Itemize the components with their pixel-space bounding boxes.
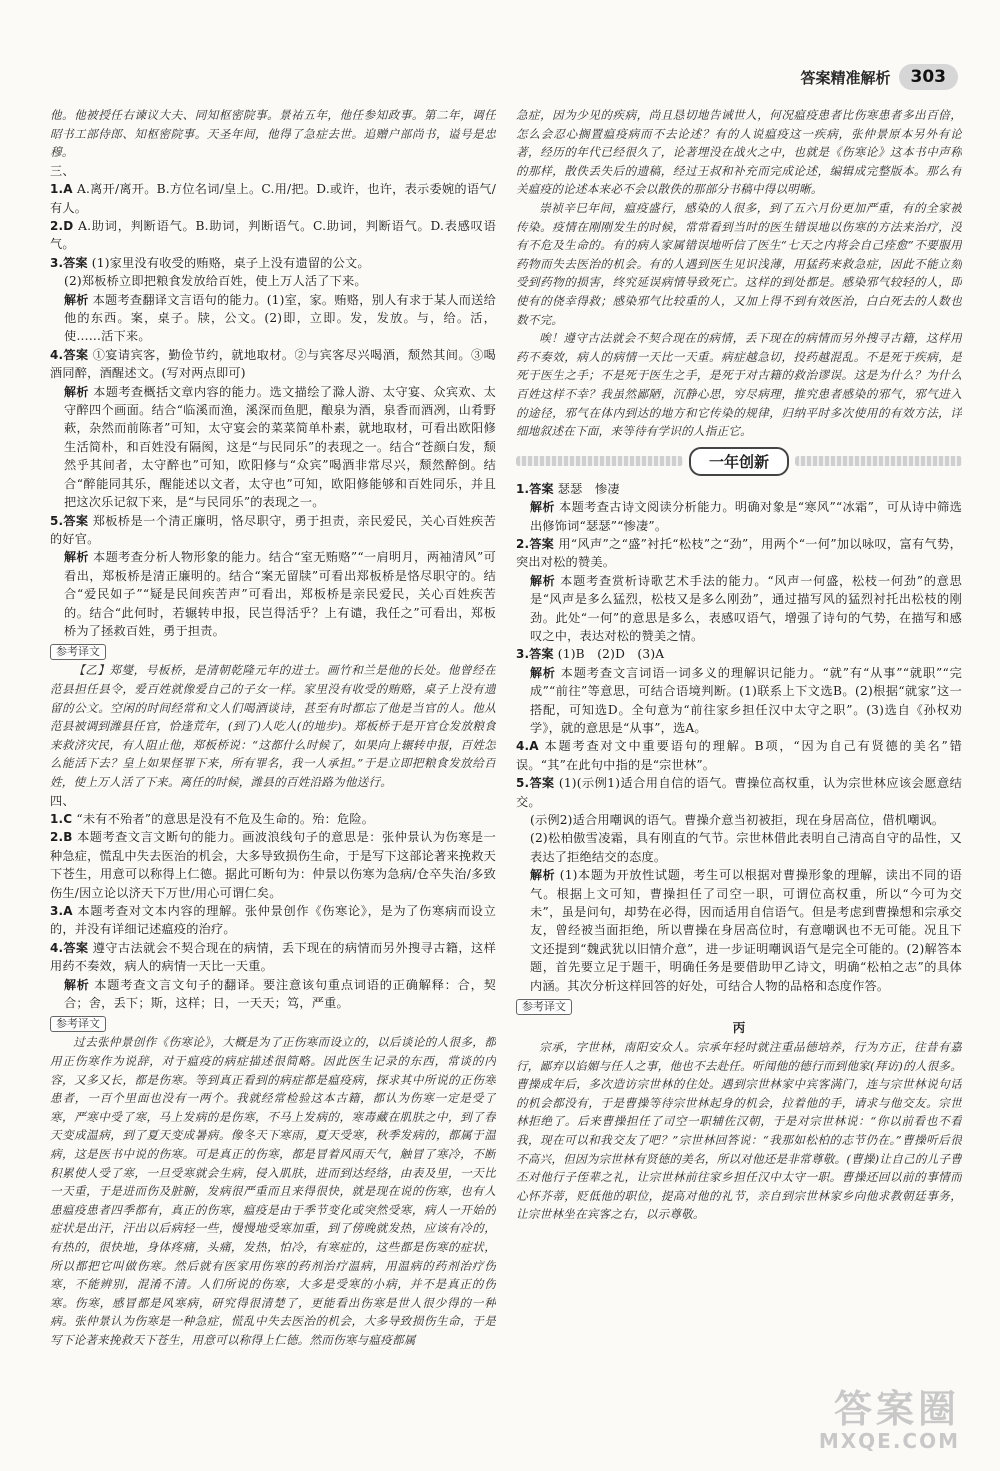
answer-paragraph xyxy=(516,737,962,774)
reference-translation-tag: 参考译文 xyxy=(50,1016,106,1032)
answer-paragraph xyxy=(50,939,496,976)
answer-label: 4.答案 xyxy=(50,347,89,362)
answer-label: 4.答案 xyxy=(50,940,89,955)
paragraph-text: ①宴请宾客，勤俭节约，就地取材。②与宾客尽兴喝酒，颓然其间。③喝酒同醉，酒醒述文。(写对两点即可) xyxy=(50,347,496,381)
answer-paragraph xyxy=(516,535,962,572)
answer-paragraph xyxy=(50,548,496,640)
paragraph-text: 本题考查赏析诗歌艺术手法的能力。“风声一何盛，松枝一何劲”的意思是“风声是多么猛烈，松枝又是多么刚劲”，通过描写风的猛烈衬托出松枝的刚劲。此处“一何”的意思是多么，表感叹语气，增强了诗句的气势，在描写和感叹之中，表达对松的赞美之情。 xyxy=(530,573,962,643)
tag-row xyxy=(50,1012,496,1033)
paragraph-text: 四、 xyxy=(50,793,75,808)
text-paragraph xyxy=(516,199,962,329)
left-column xyxy=(50,106,496,1451)
answer-paragraph xyxy=(516,498,962,535)
text-paragraph xyxy=(50,272,496,290)
answer-paragraph xyxy=(50,180,496,217)
paragraph-text: 过去张仲景创作《伤寒论》，大概是为了正伤寒而设立的，以后谈论的人很多，都用正伤寒作为说辞，对于瘟疫的病症描述很简略。因此医生记录的东西，常谈的内容，又多又长，都是伤寒。等到真正看到的病症都是瘟疫病，探求其中所说的正伤寒患者，一百个里面也没有一两个。我就经常检验这本古籍，都认为伤寒一定是受了寒，严寒中受了寒，马上发病的是伤寒，不马上发病的，寒毒藏在肌肤之中，到了春天变成温病，到了夏天变成暑病。像冬天下寒雨，夏天受寒，秋季发病的，都属于温病，这是医书中说的伤寒。可是真正的伤寒，都是冒着风雨天气，触冒了寒冷，不断积累使人受了寒，一旦受寒就会生病，侵入肌肤，进而到达经络，由表及里，一天比一天重，于是进而伤及脏腑，发病很严重而且来得很快，就是现在说的伤寒，也有人患瘟疫患者四季都有，真正的伤寒，瘟疫是由于季节变化或突然受寒，病人一开始的症状是出汗，汗出以后病轻一些，慢慢地受寒加重，到了傍晚就发热，应该有冷的，有热的，很快地，身体疼痛，头痛，发热，怕冷，有寒症的，这些都是伤寒的症状，所以都把它叫做伤寒。然后就有医家用伤寒的药剂治疗温病，用温病的药剂治疗伤寒，不能辨别，混淆不清。人们所说的伤寒，大多是受寒的小病，并不是真正的伤寒。伤寒，感冒都是风寒病，研究得很清楚了，更能看出伤寒是世人很少得的一种病。张仲景认为伤寒是一种急症，慌乱中失去医治的机会，大多导致损伤生命，于是写下论著来挽救天下苍生，用意可以称得上仁德。然而伤寒与瘟疫都属 xyxy=(50,1035,496,1347)
text-paragraph xyxy=(50,1033,496,1349)
answer-paragraph xyxy=(50,383,496,512)
answer-paragraph xyxy=(50,810,496,828)
paragraph-text: (1)本题为开放性试题，考生可以根据对曹操形象的理解，读出不同的语气。根据上文可知，曹操担任了司空一职，可谓位高权重，所以“今可为交未”，虽是问句，却势在必得，因而适用自信语气。但是考虑到曹操想和宗承交友，曾经被当面拒绝，所以曹操在身居高位时，有意嘲讽也不无可能。况且下文还提到“魏武犹以旧情介意”，进一步证明嘲讽语气是完全可能的。(2)解答本题，首先要立足于题干，明确任务是要借助甲乙诗文，明确“松柏之志”的具体内涵。其次分析这样回答的好处，可结合人物的品格和态度作答。 xyxy=(530,868,962,993)
text-paragraph xyxy=(516,1038,962,1224)
paragraph-text: 本题考查文言文断句的能力。画波浪线句子的意思是：张仲景认为伤寒是一种急症，慌乱中失去医治的机会，大多导致损伤生命，于是写下这部论著来挽救天下苍生，用意可以称得上仁德。据此可断句为：仲景以伤寒为急病/仓卒失治/多致伤生/因立论以济天下万世/用心可谓仁矣。 xyxy=(50,830,496,900)
paragraph-text: (2)郑板桥立即把粮食发放给百姓，使上万人活了下来。 xyxy=(64,274,367,289)
paragraph-text: 用“风声”之“盛”衬托“松枝”之“劲”，用两个“一何”加以咏叹，富有气势，突出对松的赞美。 xyxy=(516,536,962,570)
paragraph-text: 郑板桥是一个清正廉明，恪尽职守，勇于担责，亲民爱民，关心百姓疾苦的好官。 xyxy=(50,513,496,546)
banner-bar-right xyxy=(795,456,962,466)
answer-paragraph xyxy=(50,217,496,254)
tag-row xyxy=(50,640,496,661)
paragraph-text: 本题考查对文中重要语句的理解。B项，“因为自己有贤德的美名”错误。“其”在此句中指的是“宗世林”。 xyxy=(516,739,962,772)
paragraph-text: 瑟瑟 惨凄 xyxy=(557,481,620,496)
answer-paragraph xyxy=(50,976,496,1013)
answer-paragraph xyxy=(516,480,962,498)
text-paragraph xyxy=(516,829,962,866)
paragraph-text: 唉！遵守古法就会不契合现在的病情，丢下现在的病情而另外搜寻古籍，这样用药不奏效，病人的病情一天比一天重。病症越急切，投药越混乱。不是死于疾病，是死于医生之手；不是死于医生之手，是死于对古籍的救治谬误。这是为什么？为什么百姓这样不幸？我虽然鄙陋，沉静心思，穷尽病理，推究患者感染的邪气，邪气进入的途径，邪气在体内到达的地方和它传染的规律，归纳平时多次使用的有效方法，详细地叙述在下面，来等待有学识的人指正它。 xyxy=(516,331,962,439)
text-paragraph xyxy=(516,329,962,441)
answer-label: 1.答案 xyxy=(516,481,554,496)
answer-paragraph xyxy=(50,254,496,272)
paragraph-text: 他。他被授任右谏议大夫、同知枢密院事。景祐五年，他任参知政事。第二年，调任昭书工部侍郎、知枢密院事。天圣年间，他得了急症去世。追赠户部尚书，谥号是忠穆。 xyxy=(50,108,496,160)
paragraph-text: 本题考查翻译文言语句的能力。(1)室，家。贿赂，别人有求于某人而送给他的东西。案，桌子。牍，公文。(2)即，立即。发，发放。与，给。活，使……活下来。 xyxy=(64,292,496,344)
text-paragraph xyxy=(516,106,962,199)
watermark-text: 答案圈 xyxy=(833,1387,960,1431)
banner-bar-left xyxy=(516,456,683,466)
page-number: 303 xyxy=(899,64,959,90)
paragraph-text: (1)家里没有收受的贿赂，桌子上没有遗留的公文。 xyxy=(91,255,370,270)
answer-label: 1.C xyxy=(50,811,73,826)
text-paragraph xyxy=(50,162,496,180)
banner-title: 一年创新 xyxy=(689,447,789,476)
answer-label: 5.答案 xyxy=(516,776,555,791)
text-paragraph xyxy=(516,811,962,829)
answer-label: 2.答案 xyxy=(516,536,555,551)
answer-label: 2.B xyxy=(50,830,73,845)
answer-label: 解析 xyxy=(530,665,556,680)
answer-label: 1.A xyxy=(50,182,73,197)
answer-paragraph xyxy=(50,291,496,346)
answer-label: 5.答案 xyxy=(50,513,89,528)
paragraph-text: 本题考查文言文句子的翻译。要注意该句重点词语的正确解释：合，契合；舍，丢下；斯，这样；日，一天天；笃，严重。 xyxy=(64,977,496,1010)
paragraph-text: 本题考查概括文章内容的能力。选文描绘了滁人游、太守宴、众宾欢、太守醉四个画面。结合“临溪而渔，溪深而鱼肥，酿泉为酒，泉香而酒冽，山肴野蔌，杂然而前陈者”可知，太守宴会的菜菜简单朴素，就地取材，可看出欧阳修生活简朴，和百姓没有隔阂，这是“与民同乐”的表现之一。结合“苍颜白发，颓然乎其间者，太守醉也”可知，欧阳修与“众宾”喝酒非常尽兴，颓然醉倒。结合“醉能同其乐，醒能述以文者，太守也”可知，欧阳修能够和百姓同乐，并且把这次乐记叙下来，是“与民同乐”的表现之一。 xyxy=(64,384,496,510)
answer-paragraph xyxy=(516,645,962,663)
text-paragraph xyxy=(50,792,496,810)
paragraph-text: A.助词，判断语气。B.助词，判断语气。C.助词，判断语气。D.表感叹语气。 xyxy=(50,219,496,252)
answer-label: 解析 xyxy=(530,868,556,883)
answer-label: 解析 xyxy=(530,573,556,588)
right-bottom-section xyxy=(516,480,962,1224)
paragraph-text: 宗承，字世林，南阳安众人。宗承年轻时就注重品德培养，行为方正，往昔有嘉行，鄙弃以谄媚与任人之事，他也不去赴任。听闻他的德行而到他家(拜访)的人很多。曹操成年后，多次造访宗世林的住处。遇到宗世林家中宾客满门，连与宗世林说句话的机会都没有，于是曹操等待宗世林起身的机会，拉着他的手，请求与他交友。宗世林拒绝了。后来曹操担任了司空一职辅佐汉朝，于是对宗世林说：“你以前看也不看我，现在可以和我交友了吧？”宗世林回答说：“我那如松柏的志节仍在。”曹操听后很不高兴，但因为宗世林有贤德的美名，所以对他还是非常尊敬。(曹操)让自己的儿子曹丕对他行子侄辈之礼，让宗世林前往家乡担任汉中太守一职。曹操还回以前的事情而心怀芥蒂，贬低他的职位，提高对他的礼节，亲自到宗世林家乡向他求教朝廷事务，让宗世林坐在宾客之右，以示尊敬。 xyxy=(516,1040,962,1222)
answer-label: 3.答案 xyxy=(50,255,88,270)
tag-row xyxy=(516,995,962,1016)
paragraph-text: 崇祯辛巳年间，瘟疫盛行，感染的人很多，到了五六月份更加严重，有的全家被传染。疫情在刚刚发生的时候，常常看到当时的医生错误地以伤寒的方法来治疗，没有不危及生命的。有的病人家属错误地听信了医生“七天之内将会自己痊愈”不要服用药物而失去医治的机会。有的人遇到医生见识浅薄，用猛药来救急症，因此不能立刻受到药物的损害，终究延误病情导致死亡。这样的到处都是。感染邪气较轻的人，即使有的侥幸得救；感染邪气比较重的人，又加上得不到有效医治，白白死去的人数也数不完。 xyxy=(516,200,962,327)
answer-paragraph xyxy=(50,828,496,902)
text-paragraph xyxy=(50,106,496,162)
answer-label: 解析 xyxy=(64,384,89,399)
paragraph-text: 急症，因为少见的疾病，尚且恳切地告诫世人，何况瘟疫患者比伤寒患者多出百倍，怎么会忍心搁置瘟疫病而不去论述？有的人说瘟疫这一疾病，张仲景原本另外有论著，经历的年代已经很久了，论著埋没在战火之中，也就是《伤寒论》这本书中声称的那样，散佚丢失后的遗稿，经过王叔和补充而完成论述，编辑成完整版本。那么有关瘟疫的论述本来必不会以散佚的那部分书稿中得以明晰。 xyxy=(516,108,962,197)
answer-paragraph xyxy=(516,866,962,995)
answer-label: 解析 xyxy=(64,550,89,565)
header-title: 答案精准解析 xyxy=(800,68,891,87)
right-top-section xyxy=(516,106,962,441)
paragraph-text: 遵守古法就会不契合现在的病情，丢下现在的病情而另外搜寻古籍，这样用药不奏效，病人的病情一天比一天重。 xyxy=(50,940,496,974)
passage-heading: 丙 xyxy=(732,1020,746,1036)
paragraph-text: “未有不殆者”的意思是没有不危及生命的。殆：危险。 xyxy=(76,811,375,826)
watermark-logo xyxy=(819,1389,960,1453)
answer-label: 2.D xyxy=(50,219,74,233)
answer-paragraph xyxy=(516,572,962,646)
right-column xyxy=(516,106,962,1451)
answer-paragraph xyxy=(50,902,496,939)
paragraph-text: 本题考查文言词语一词多义的理解识记能力。“就”有“从事”“就职”“完成”“前往”等意思，可结合语境判断。(1)联系上下文选B。(2)根据“就家”这一搭配，可知选D。全句意为“前往家乡担任汉中太守之职”。(3)选自《孙权劝学》，就的意思是“从事”，选A。 xyxy=(530,665,962,735)
paragraph-text: (1)B (2)D (3)A xyxy=(557,647,665,662)
text-paragraph xyxy=(50,661,496,791)
answer-paragraph xyxy=(516,664,962,738)
paragraph-text: (示例2)适合用嘲讽的语气。曹操介意当初被拒，现在身居高位，借机嘲讽。 xyxy=(530,813,945,827)
page-header xyxy=(800,62,958,92)
answer-label: 4.A xyxy=(516,739,539,754)
paragraph-text: (1)(示例1)适合用自信的语气。曹操位高权重，认为宗世林应该会愿意结交。 xyxy=(516,776,962,809)
watermark-url: MXQE.COM xyxy=(818,1429,960,1453)
answer-paragraph xyxy=(50,512,496,549)
paragraph-text: 本题考查分析人物形象的能力。结合“室无贿赂”“一肩明月，两袖清风”可看出，郑板桥是清正廉明的。结合“案无留牍”可看出郑板桥是恪尽职守的。结合“爱民如子”“疑是民间疾苦声”可看出，郑板桥是亲民爱民，关心百姓疾苦的。结合“此何时，若辗转申报，民岂得活乎？上有谴，我任之”可看出，郑板桥为了拯救百姓，勇于担责。 xyxy=(64,550,496,638)
paragraph-text: A.离开/离开。B.方位名词/皇上。C.用/把。D.或许，也许，表示委婉的语气/有人。 xyxy=(50,182,496,215)
paragraph-text: 本题考查古诗文阅读分析能力。明确对象是“寒风”“冰霜”，可从诗中筛选出修饰词“瑟瑟”“惨凄”。 xyxy=(530,500,962,533)
reference-translation-tag: 参考译文 xyxy=(50,644,106,660)
answer-label: 3.答案 xyxy=(516,647,554,662)
answer-label: 解析 xyxy=(64,977,90,992)
answer-paragraph xyxy=(516,774,962,811)
paragraph-text: 本题考查对文本内容的理解。张仲景创作《伤寒论》，是为了伤寒病而设立的，并没有详细记述瘟疫的治疗。 xyxy=(50,903,496,937)
answer-label: 解析 xyxy=(64,292,89,307)
answer-paragraph xyxy=(50,346,496,383)
answer-label: 3.A xyxy=(50,903,73,918)
reference-translation-tag: 参考译文 xyxy=(516,999,572,1015)
paragraph-text: 三、 xyxy=(50,163,75,178)
answer-label: 解析 xyxy=(530,500,555,515)
section-banner xyxy=(516,447,962,476)
paragraph-text: 【乙】郑燮，号板桥，是清朝乾隆元年的进士。画竹和兰是他的长处。他曾经在范县担任县令，爱百姓就像爱自己的子女一样。家里没有收受的贿赂，桌子上没有遗留的公文。空闲的时间经常和文人们喝酒谈诗，甚至有时都忘了他是当官的人。他从范县被调到潍县任官，恰逢荒年，(到了)人吃人(的地步)。郑板桥于是开官仓发放粮食来救济灾民，有人阻止他，郑板桥说：“这都什么时候了，如果向上辗转申报，百姓怎么能活下去？皇上如果怪罪下来，所有罪名，我一人承担。”于是立即把粮食发放给百姓，使上万人活了下来。离任的时候，潍县的百姓沿路为他送行。 xyxy=(50,663,496,789)
paragraph-text: (2)松柏傲雪凌霜，具有刚直的气节。宗世林借此表明自己清高自守的品性，又表达了拒绝结交的态度。 xyxy=(530,831,962,864)
